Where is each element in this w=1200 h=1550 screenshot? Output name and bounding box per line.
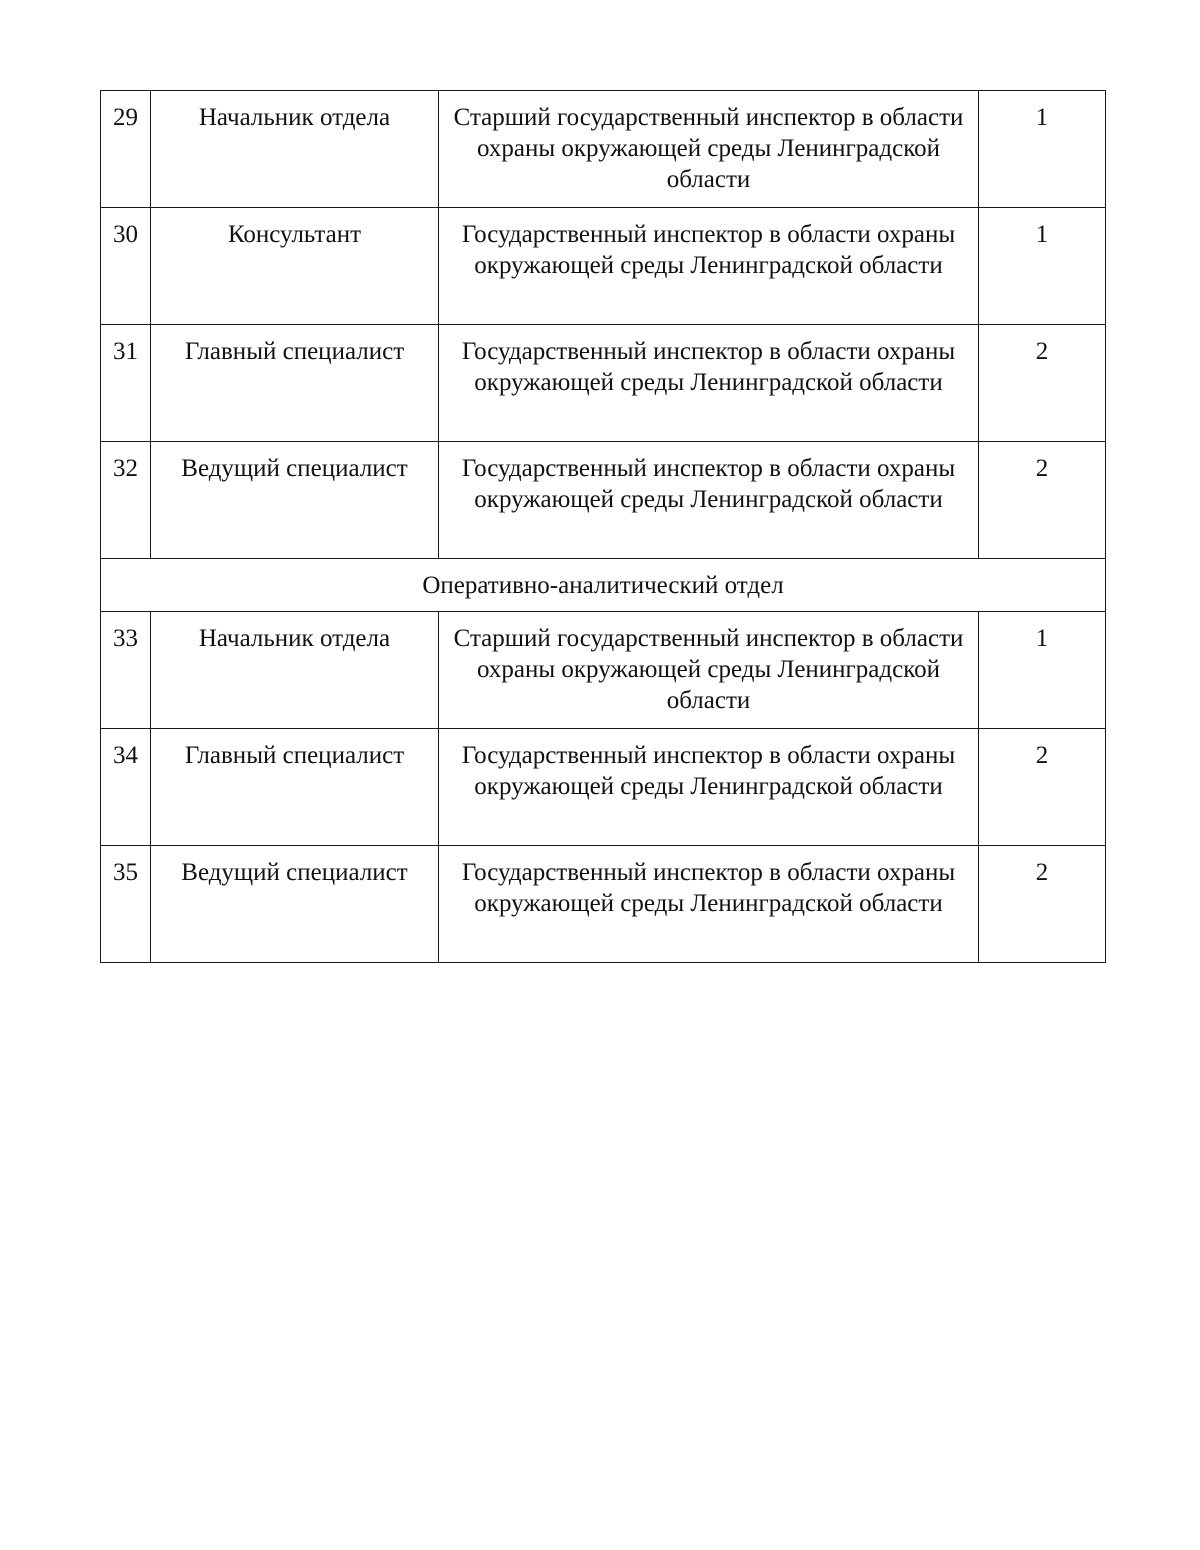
count-cell	[979, 208, 1106, 325]
count-cell	[979, 442, 1106, 559]
inspector-role: Старший государственный инспектор в области охраны окружающей среды Ленинградской области	[453, 625, 964, 714]
inspector-role: Государственный инспектор в области охраны окружающей среды Ленинградской области	[461, 455, 956, 513]
position-title: Начальник отдела	[198, 625, 391, 652]
row-number-cell	[101, 729, 151, 846]
position-cell	[151, 729, 439, 846]
role-cell	[439, 442, 979, 559]
position-cell	[151, 91, 439, 208]
staffing-table	[100, 90, 1106, 963]
position-cell	[151, 442, 439, 559]
section-title: Оперативно-аналитический отдел	[101, 559, 1106, 612]
staff-count: 1	[1035, 221, 1049, 248]
position-title: Главный специалист	[184, 338, 405, 365]
position-title: Консультант	[227, 221, 362, 248]
row-number: 31	[113, 338, 138, 365]
inspector-role: Государственный инспектор в области охраны окружающей среды Ленинградской области	[461, 221, 956, 279]
row-number: 35	[113, 859, 138, 886]
staff-count: 2	[1035, 455, 1049, 482]
table-row	[101, 729, 1106, 846]
row-number-cell	[101, 325, 151, 442]
row-number-cell	[101, 612, 151, 729]
table-row	[101, 442, 1106, 559]
row-number-cell	[101, 846, 151, 963]
table-row	[101, 208, 1106, 325]
role-cell	[439, 846, 979, 963]
inspector-role: Старший государственный инспектор в области охраны окружающей среды Ленинградской области	[453, 104, 964, 193]
position-cell	[151, 325, 439, 442]
staff-count: 2	[1035, 859, 1049, 886]
row-number: 32	[113, 455, 138, 482]
count-cell	[979, 846, 1106, 963]
staff-count: 2	[1035, 742, 1049, 769]
position-title: Главный специалист	[184, 742, 405, 769]
staff-count: 1	[1035, 625, 1049, 652]
role-cell	[439, 325, 979, 442]
row-number: 34	[113, 742, 138, 769]
inspector-role: Государственный инспектор в области охраны окружающей среды Ленинградской области	[461, 338, 956, 396]
position-cell	[151, 208, 439, 325]
table-row	[101, 846, 1106, 963]
row-number-cell	[101, 208, 151, 325]
row-number: 33	[113, 625, 138, 652]
position-title: Ведущий специалист	[181, 859, 408, 886]
role-cell	[439, 208, 979, 325]
inspector-role: Государственный инспектор в области охраны окружающей среды Ленинградской области	[461, 742, 956, 800]
row-number: 30	[113, 221, 138, 248]
count-cell	[979, 325, 1106, 442]
position-cell	[151, 846, 439, 963]
row-number-cell	[101, 91, 151, 208]
position-title: Ведущий специалист	[181, 455, 408, 482]
table-row	[101, 612, 1106, 729]
table-row	[101, 325, 1106, 442]
count-cell	[979, 91, 1106, 208]
inspector-role: Государственный инспектор в области охраны окружающей среды Ленинградской области	[461, 859, 956, 917]
role-cell	[439, 91, 979, 208]
count-cell	[979, 612, 1106, 729]
staff-count: 1	[1035, 104, 1049, 131]
section-header-row	[101, 559, 1106, 612]
position-title: Начальник отдела	[198, 104, 391, 131]
row-number-cell	[101, 442, 151, 559]
staff-count: 2	[1035, 338, 1049, 365]
role-cell	[439, 612, 979, 729]
role-cell	[439, 729, 979, 846]
row-number: 29	[113, 104, 138, 131]
position-cell	[151, 612, 439, 729]
table-row	[101, 91, 1106, 208]
count-cell	[979, 729, 1106, 846]
